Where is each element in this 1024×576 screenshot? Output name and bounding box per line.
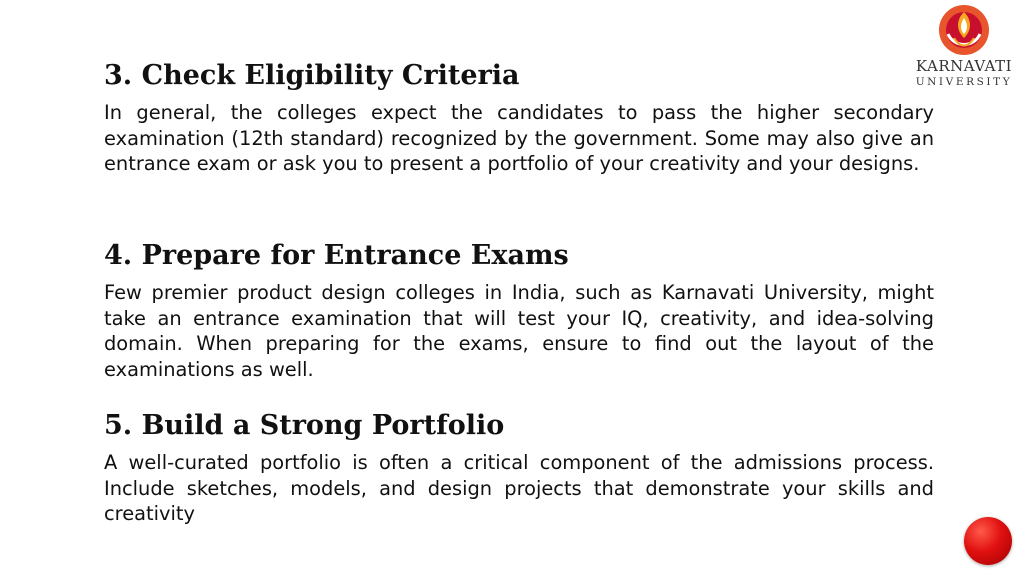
- logo-name: KARNAVATI: [915, 57, 1013, 75]
- section-body: In general, the colleges expect the candidates to pass the higher secondary examination (12th standard) recognized by the government. Some may also give an entrance exam or ask you to present a portfolio of your creativity and your designs.: [104, 101, 934, 176]
- section-body: A well-curated portfolio is often a critical component of the admissions process. Include sketches, models, and design projects that demonstrate your skills and creativity: [104, 451, 934, 526]
- karnavati-emblem-icon: [936, 4, 992, 60]
- section-entrance-exams: [104, 238, 934, 382]
- section-heading: 3. Check Eligibility Criteria: [104, 60, 520, 91]
- next-slide-button[interactable]: [964, 517, 1012, 565]
- section-eligibility: [104, 58, 934, 177]
- section-heading: 5. Build a Strong Portfolio: [104, 410, 505, 441]
- section-heading: 4. Prepare for Entrance Exams: [104, 240, 569, 271]
- section-portfolio: [104, 408, 934, 527]
- logo-subtitle: UNIVERSITY: [915, 76, 1013, 88]
- section-body: Few premier product design colleges in India, such as Karnavati University, might take an entrance examination that will test your IQ, creativity, and idea-solving domain. When preparing for the exams, ensure to find out the layout of the examinations as well.: [104, 281, 934, 381]
